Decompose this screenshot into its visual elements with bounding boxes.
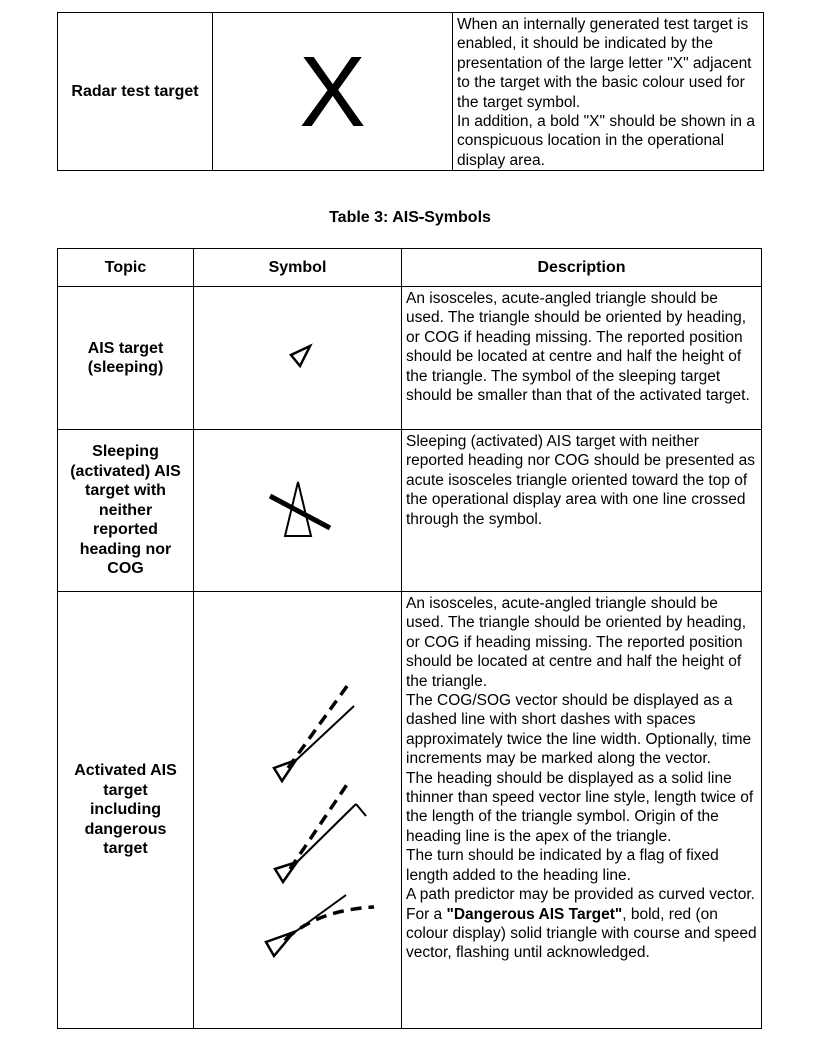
row-topic: Activated AIS target including dangerous target	[58, 592, 194, 1029]
table-row	[58, 287, 762, 430]
ais-symbols-table	[57, 248, 762, 1029]
header-symbol: Symbol	[194, 249, 402, 287]
description-text-end: , bold, red (on colour display) solid triangle with course and speed vector, flashing until acknowledged.	[406, 905, 757, 962]
cog-vector-symbol	[274, 682, 354, 781]
activated-ais-vectors-icon	[218, 660, 378, 960]
crossed-triangle-icon	[258, 476, 338, 546]
dangerous-target-term: "Dangerous AIS Target"	[446, 905, 623, 923]
header-description: Description	[402, 249, 762, 287]
row-symbol	[194, 287, 402, 430]
path-predictor-symbol	[266, 895, 374, 956]
turn-flag-symbol	[275, 780, 366, 882]
row-description: An isosceles, acute-angled triangle should be used. The triangle should be oriented by heading, or COG if heading missing. The reported position should be located at centre and half the height of the triangle. The symbol of the sleeping target should be smaller than that of the activated target.	[402, 287, 762, 430]
row-description	[402, 592, 762, 1029]
description-text: An isosceles, acute-angled triangle should be used. The triangle should be oriented by heading, or COG if heading missing. The reported position should be located at centre and half the height of the triangle. The COG/SOG vector should be displayed as a dashed line with short dashes with spaces approximately twice the line width. Optionally, time increments may be marked along the vector. The heading should be displayed as a solid line thinner than speed vector line style, length twice of the length of the triangle symbol. Origin of the heading line is the apex of the triangle. The turn should be indicated by a flag of fixed length added to the heading line. A path predictor may be provided as curved vector. For a	[406, 595, 755, 923]
row-topic: AIS target (sleeping)	[58, 287, 194, 430]
table-row	[58, 430, 762, 592]
x-symbol: X	[299, 35, 366, 148]
row-description: Sleeping (activated) AIS target with neither reported heading nor COG should be presented as acute isosceles triangle oriented toward the top of the operational display area with one line crossed through the symbol.	[402, 430, 762, 592]
caption-suffix: Symbols	[424, 209, 491, 226]
header-topic: Topic	[58, 249, 194, 287]
row-symbol	[194, 430, 402, 592]
table-row	[58, 592, 762, 1029]
radar-test-target-symbol	[213, 13, 453, 171]
table-caption	[0, 209, 820, 227]
sleeping-ais-triangle-icon	[268, 338, 328, 378]
caption-struck: -	[418, 209, 425, 226]
caption-prefix: Table 3: AIS	[329, 209, 419, 226]
row-symbol	[194, 592, 402, 1029]
row-topic: Sleeping (activated) AIS target with neither reported heading nor COG	[58, 430, 194, 592]
radar-test-target-description: When an internally generated test target is enabled, it should be indicated by the presentation of the large letter "X" adjacent to the target with the basic colour used for the target symbol. In addition, a bold "X" should be shown in a conspicuous location in the operational display area.	[453, 13, 764, 171]
radar-test-target-topic: Radar test target	[58, 13, 213, 171]
radar-test-target-table	[57, 12, 764, 171]
